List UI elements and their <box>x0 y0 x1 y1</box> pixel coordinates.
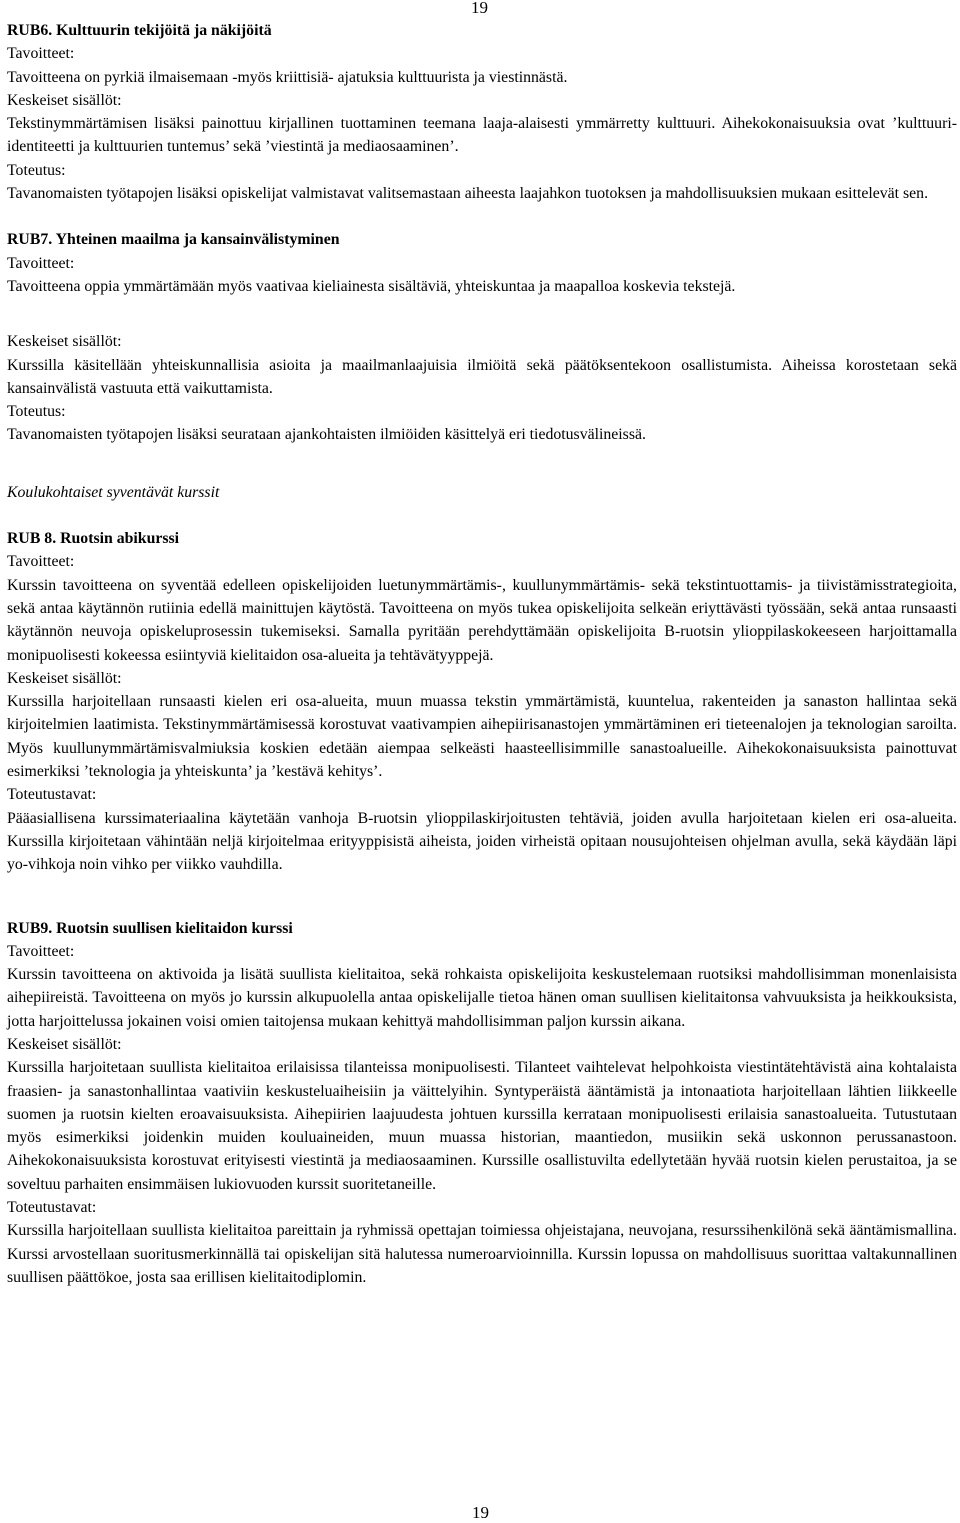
spacer <box>7 877 957 917</box>
rub6-content-text: Tekstinymmärtämisen lisäksi painottuu kirjallinen tuottaminen teemana laaja-alaisesti ymmärretty kulttuuri. Aihekokonaisuuksia ovat ’kulttuuri-identiteetti ja kulttuurien tuntemus’ sekä ’viestintä ja mediaosaaminen’. <box>7 115 957 156</box>
rub8-goals-label: Tavoitteet: <box>7 553 75 571</box>
section-rub9 <box>7 917 957 1290</box>
section-rub8 <box>7 527 957 876</box>
rub9-methods-label: Toteutustavat: <box>7 1199 97 1217</box>
rub9-methods-text: Kurssilla harjoitellaan suullista kielitaitoa pareittain ja ryhmissä opettajan toimiessa ohjeistajana, neuvojana, resurssihenkilönä sekä ääntämismallina. Kurssi arvostellaan suoritusmerkinnällä tai opiskelijan sitä halutessa numeroarvioinnilla. Kurssin lopussa on mahdollisuus suorittaa valtakunnallinen suullisen päättökoe, josta saa erillisen kielitaitodiplomin. <box>7 1222 957 1286</box>
rub7-content-label: Keskeiset sisällöt: <box>7 333 122 351</box>
rub6-content-label: Keskeiset sisällöt: <box>7 91 122 109</box>
rub9-title: RUB9. Ruotsin suullisen kielitaidon kurssi <box>7 919 293 937</box>
page-number-bottom: 19 <box>472 1503 489 1522</box>
document-body <box>7 19 957 1289</box>
rub6-goals-text: Tavoitteena on pyrkiä ilmaisemaan -myös kriittisiä- ajatuksia kulttuurista ja viestinnästä. <box>7 68 568 86</box>
rub6-title: RUB6. Kulttuurin tekijöitä ja näkijöitä <box>7 22 272 39</box>
spacer <box>7 504 957 527</box>
rub6-goals-label: Tavoitteet: <box>7 45 75 63</box>
rub7-implementation-label: Toteutus: <box>7 403 66 421</box>
spacer <box>7 298 957 330</box>
rub7-title: RUB7. Yhteinen maailma ja kansainvälistyminen <box>7 231 340 249</box>
rub6-implementation-text: Tavanomaisten työtapojen lisäksi opiskelijat valmistavat valitsemastaan aiheesta laajahkon tuotoksen ja mahdollisuuksien mukaan esittelevät sen. <box>7 185 929 203</box>
rub8-content-label: Keskeiset sisällöt: <box>7 669 122 687</box>
spacer <box>7 447 957 481</box>
rub9-goals-text: Kurssin tavoitteena on aktivoida ja lisätä suullista kielitaitoa, sekä rohkaista opiskelijoita keskustelemaan ruotsiksi mahdollisimman monenlaisista aihepiireistä. Tavoitteena on myös jo kurssin alkupuolella antaa opiskelijalle tietoa hänen oman suullisen kielitaitonsa vahvuuksista ja heikkouksista, jotta harjoittelussa jokainen voisi omien taitojensa mukaan kehittyä mahdollisimman paljon kurssin aikana. <box>7 966 957 1030</box>
rub7-goals-text: Tavoitteena oppia ymmärtämään myös vaativaa kieliainesta sisältäviä, yhteiskuntaa ja maapalloa koskevia tekstejä. <box>7 277 736 295</box>
rub7-implementation-text: Tavanomaisten työtapojen lisäksi seurataan ajankohtaisten ilmiöiden käsittelyä eri tiedotusvälineissä. <box>7 426 646 444</box>
section-rub6 <box>7 19 957 205</box>
rub6-implementation-label: Toteutus: <box>7 161 66 179</box>
spacer <box>7 205 957 228</box>
rub7-goals-label: Tavoitteet: <box>7 254 75 272</box>
rub8-title: RUB 8. Ruotsin abikurssi <box>7 530 180 548</box>
rub8-content-text: Kurssilla harjoitellaan runsaasti kielen eri osa-alueita, muun muassa tekstin ymmärtämistä, kuuntelua, rakenteiden ja sanaston hallintaa sekä kirjoitelmien laatimista. Tekstinymmärtämisessä korostuvat vaativampien aihepiirisanastojen ymmärtäminen eri tieteenalojen ja teknologian saroilta. Myös kuullunymmärtämisvalmiuksia koskien edetään aiempaa selkeästi haasteellisimmille sanastoalueille. Aihekokonaisuuksista painottuvat esimerkiksi ’teknologia ja yhteiskunta’ ja ’kestävä kehitys’. <box>7 693 957 781</box>
school-courses-subtitle: Koulukohtaiset syventävät kurssit <box>7 483 220 501</box>
rub8-methods-label: Toteutustavat: <box>7 786 97 804</box>
rub7-content-text: Kurssilla käsitellään yhteiskunnallisia asioita ja maailmanlaajuisia ilmiöitä sekä päätöksentekoon osallistumista. Aiheissa korostetaan sekä kansainvälistä vastuuta että vaikuttamista. <box>7 356 957 397</box>
rub8-methods-text: Pääasiallisena kurssimateriaalina käytetään vanhoja B-ruotsin ylioppilaskirjoitusten tehtäviä, joiden avulla harjoitetaan kielen eri osa-alueita. Kurssilla kirjoitetaan vähintään neljä kirjoitelmaa erityyppisistä aiheista, joiden virheistä opitaan nousujohteisen ohjelman avulla, sekä käydään läpi yo-vihkoja noin vihko per viikko vauhdilla. <box>7 809 957 874</box>
rub9-content-text: Kurssilla harjoitetaan suullista kielitaitoa erilaisissa tilanteissa monipuolisesti. Tilanteet vaihtelevat helpohkoista viestintätehtävistä aina kohtalaista fraasien- ja sanastonhallintaa vaativiin keskusteluaiheisiin ja väittelyihin. Syntyperäistä ääntämistä ja intonaatiota harjoitellaan lähtien liikkeelle suomen ja ruotsin kielten eroavaisuuksista. Aihepiirien laajuudesta johtuen kurssilla kerrataan monipuolisesti erilaisia sanastoalueita. Tutustutaan myös esimerkiksi joidenkin muiden kouluaineiden, muun muassa historian, maantiedon, musiikin sekä uskonnon perussanastoon. Aihekokonaisuuksista korostuvat erityisesti viestintä ja mediaosaaminen. Kurssille osallistuvilta edellytetään hyvää ruotsin kielen perustaitoa, ja se soveltuu parhaiten ensimmäisen lukiovuoden kurssit suoritetaneille. <box>7 1059 957 1193</box>
rub9-goals-label: Tavoitteet: <box>7 942 75 960</box>
section-rub7 <box>7 228 957 446</box>
page-number-top: 19 <box>471 0 488 17</box>
rub8-goals-text: Kurssin tavoitteena on syventää edelleen opiskelijoiden luetunymmärtämis-, kuullunymmärtämis- sekä tekstintuottamis- ja tiivistämisstrategioita, sekä antaa käytännön rutiinia edellä mainittujen käytöstä. Tavoitteena on myös tukea opiskelijoita selkeän eriyttävästi työssään, sekä antaa runsaasti käytännön neuvoja opiskeluprosessin tukemiseksi. Samalla pyritään perehdyttämään opiskelijoita B-ruotsin ylioppilaskokeeseen harjoittamalla monipuolisesti kokeessa esiintyviä kielitaidon osa-alueita ja tehtävätyyppejä. <box>7 576 957 664</box>
rub9-content-label: Keskeiset sisällöt: <box>7 1035 122 1053</box>
